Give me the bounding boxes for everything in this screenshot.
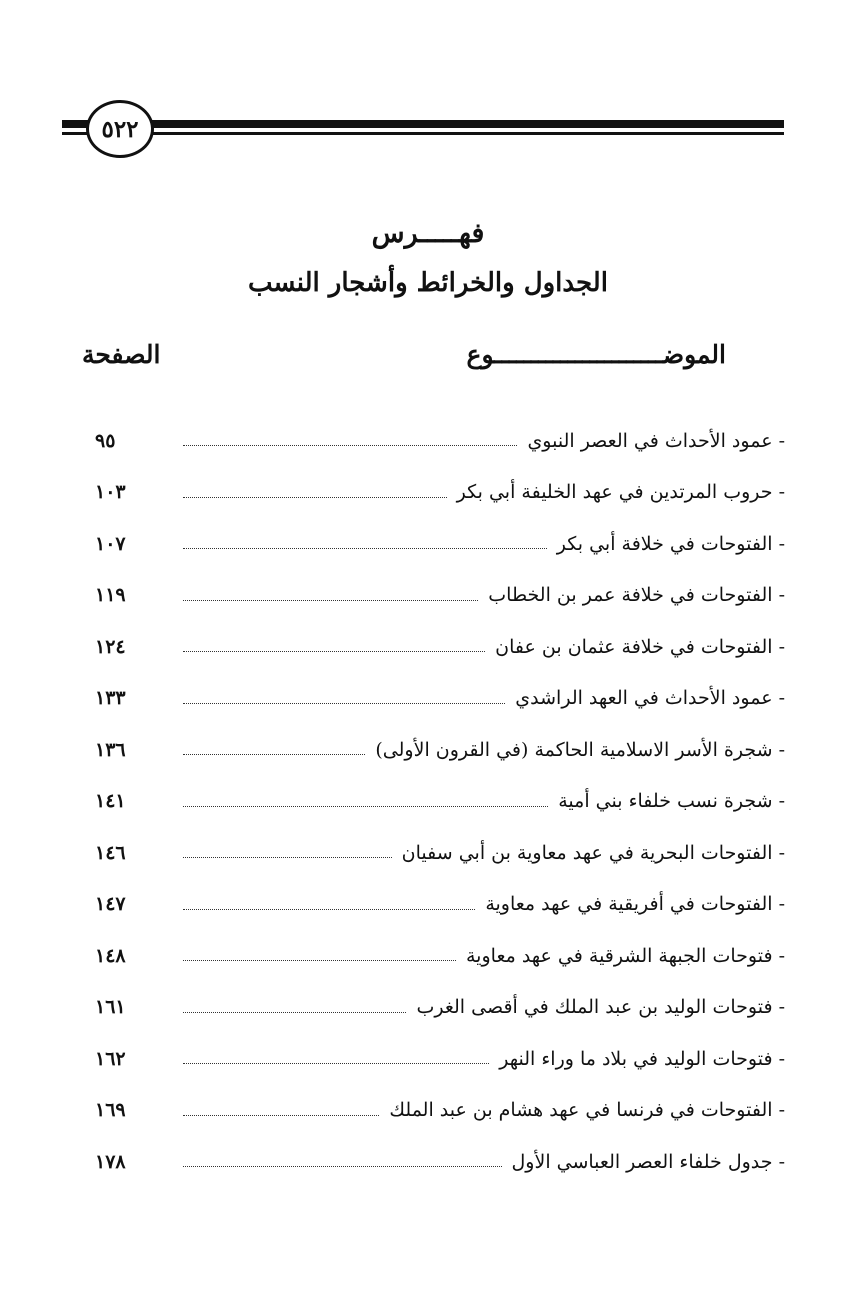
toc-entry-page: ١٤٧ — [95, 893, 126, 916]
toc-entry-title: - شجرة نسب خلفاء بني أمية — [558, 790, 785, 813]
toc-entry-page: ١٦٩ — [95, 1099, 126, 1122]
column-header-topic: الموضـــــــــــــــــــــــوع — [466, 340, 726, 369]
dot-leader — [183, 703, 505, 704]
dot-leader — [183, 754, 365, 755]
toc-entry-page: ١١٩ — [95, 584, 126, 607]
dot-leader — [183, 1063, 489, 1064]
toc-entry — [95, 724, 785, 776]
toc-entry-page: ١٧٨ — [95, 1150, 126, 1173]
toc-entry — [95, 879, 785, 931]
dot-leader — [183, 600, 478, 601]
toc-entry-title: - حروب المرتدين في عهد الخليفة أبي بكر — [456, 481, 785, 504]
toc-entry-title: - الفتوحات في فرنسا في عهد هشام بن عبد الملك — [389, 1099, 785, 1122]
dot-leader — [183, 651, 485, 652]
toc-entry-title: - الفتوحات في خلافة عثمان بن عفان — [495, 635, 785, 658]
toc-entry-page: ١٠٧ — [95, 532, 126, 555]
toc-entry — [95, 827, 785, 879]
toc-entry-page: ٩٥ — [95, 429, 116, 452]
toc-entry-title: - عمود الأحداث في العصر النبوي — [527, 429, 785, 452]
toc-entry-title: - الفتوحات البحرية في عهد معاوية بن أبي سفيان — [401, 841, 785, 864]
dot-leader — [183, 960, 456, 961]
toc-entry — [95, 570, 785, 622]
toc-entry-title: - الفتوحات في خلافة عمر بن الخطاب — [488, 584, 785, 607]
toc-entry — [95, 673, 785, 725]
toc-entry-page: ١٦١ — [95, 996, 126, 1019]
toc-entry — [95, 930, 785, 982]
toc-entry — [95, 1033, 785, 1085]
toc-list — [95, 415, 785, 1188]
toc-entry-page: ١٤١ — [95, 790, 126, 813]
toc-entry — [95, 982, 785, 1034]
index-title: فهـــــرس — [371, 218, 485, 249]
toc-entry-title: - فتوحات الجبهة الشرقية في عهد معاوية — [466, 944, 785, 967]
toc-entry-title: - فتوحات الوليد بن عبد الملك في أقصى الغرب — [416, 996, 785, 1019]
column-header-page: الصفحة — [82, 340, 161, 369]
toc-entry-page: ١٠٣ — [95, 481, 126, 504]
toc-entry-page: ١٤٦ — [95, 841, 126, 864]
toc-entry-title: - جدول خلفاء العصر العباسي الأول — [511, 1150, 785, 1173]
header-rule-thin — [62, 132, 784, 135]
toc-entry — [95, 518, 785, 570]
dot-leader — [183, 1115, 379, 1116]
page-number: ٥٢٢ — [86, 100, 154, 158]
page-header — [62, 100, 784, 162]
dot-leader — [183, 1166, 502, 1167]
toc-entry-title: - عمود الأحداث في العهد الراشدي — [515, 687, 785, 710]
toc-entry — [95, 776, 785, 828]
dot-leader — [183, 445, 517, 446]
dot-leader — [183, 857, 392, 858]
index-subtitle: الجداول والخرائط وأشجار النسب — [248, 268, 608, 298]
dot-leader — [183, 806, 548, 807]
toc-entry-title: - الفتوحات في أفريقية في عهد معاوية — [485, 893, 785, 916]
toc-entry — [95, 415, 785, 467]
toc-entry-title: - الفتوحات في خلافة أبي بكر — [556, 532, 785, 555]
header-rule-thick — [62, 120, 784, 128]
toc-entry — [95, 1085, 785, 1137]
toc-entry-title: - فتوحات الوليد في بلاد ما وراء النهر — [499, 1047, 785, 1070]
toc-entry-page: ١٣٣ — [95, 687, 126, 710]
toc-entry-page: ١٤٨ — [95, 944, 126, 967]
dot-leader — [183, 497, 447, 498]
toc-entry-page: ١٢٤ — [95, 635, 126, 658]
toc-entry — [95, 467, 785, 519]
dot-leader — [183, 909, 475, 910]
dot-leader — [183, 1012, 406, 1013]
toc-entry-page: ١٣٦ — [95, 738, 126, 761]
toc-entry — [95, 621, 785, 673]
toc-entry-page: ١٦٢ — [95, 1047, 126, 1070]
toc-entry-title: - شجرة الأسر الاسلامية الحاكمة (في القرون الأولى) — [375, 738, 785, 761]
toc-entry — [95, 1136, 785, 1188]
dot-leader — [183, 548, 547, 549]
